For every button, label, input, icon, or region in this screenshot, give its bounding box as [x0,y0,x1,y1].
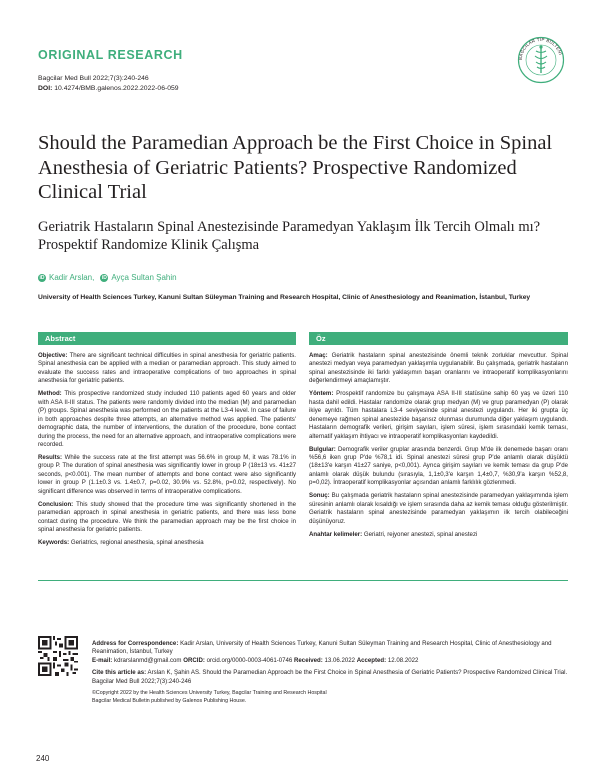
author-list [38,273,177,282]
orcid-link[interactable]: orcid.org/0000-0003-4061-0746 [206,656,293,664]
oz-amac: Amaç: Geriatrik hastaların spinal anestezisinde önemli teknik zorluklar mevcuttur. Spinal anestezi medyan veya paramedyan yaklaşımla uygulanabilir. Bu çalışmada, geriatrik hastaların spinal anestezisinde iki farklı yaklaşımın başarı oranlarını ve intraoperatif komplikasyonlarını değerlendirmeyi amaçlamıştır. [309,352,568,385]
journal-logo-icon [517,36,565,84]
correspondence-address: Address for Correspondence: Kadir Arslan, University of Health Sciences Turkey, Kanuni Sultan Süleyman Training and Research Hospital, Clinic of Anesthesiology and Reanimation, İstanbul, Turkey E-mail: kdrarslanmd@gmail.com ORCID: orcid.org/0000-0003-4061-0746 Received: 13.06.2022 Accepted: 12.08.2022 [92,640,552,664]
abstract-objective: Objective: There are significant technical difficulties in spinal anesthesia for geriatric patients. Spinal anesthesia can be applied with a median or paramedian approach. This study aimed to evaluate the success rates and intraoperative complications of two approaches in spinal anesthesia for geriatric patients. [38,352,296,385]
section-divider [38,580,568,581]
citation-line: Bagcilar Med Bull 2022;7(3):240-246 [38,75,149,82]
doi-label: DOI: [38,85,53,92]
orcid-icon[interactable]: iD [101,274,107,281]
author-name: Ayça Sultan Şahin [111,273,177,282]
oz-sonuc: Sonuç: Bu çalışmada geriatrik hastaların spinal anestezisinde paramedyan yaklaşımında işlem süresinin anlamlı olarak kısaldığı ve işlem sırasında daha az kemik teması olduğu gösterilmiştir. Geriatrik hastaların spinal anestezisinde paramedyan yaklaşımın ilk tercih olabileceğini düşünüyoruz. [309,492,568,525]
doi-value: 10.4274/BMB.galenos.2022.2022-06-059 [54,85,179,92]
abstract-body [38,352,296,552]
abstract-method: Method: This prospective randomized study included 110 patients aged 60 years and older with ASA II-III status. The patients were randomly divided into the median (M) and paramedian (P) groups. Spinal anesthesia was performed on the patients at the L3-4 level. In case of failure in both approaches despite three attempts, an alternative method was applied. The patients' demographic data, the number of interventions, the duration of the procedure, bone contact during the process, the need for an alternative approach, and intraoperative complications were recorded. [38,390,296,449]
article-title: Should the Paramedian Approach be the First Choice in Spinal Anesthesia of Geriatric Patients? Prospective Randomized Clinical Trial [38,132,553,203]
oz-body [309,352,568,544]
article-title-turkish: Geriatrik Hastaların Spinal Anestezisinde Paramedyan Yaklaşım İlk Tercih Olmalı mı? Prospektif Randomize Klinik Çalışma [38,219,541,253]
author-name: Kadir Arslan, [49,273,95,282]
copyright-note: ©Copyright 2022 by the Health Sciences University Turkey, Bagcilar Training and Research Hospital Bagcilar Medical Bulletin published by Galenos Publishing House. [92,690,327,704]
abstract-conclusion: Conclusion: This study showed that the procedure time was significantly shortened in the paramedian approach in spinal anesthesia in geriatric patients, and there was less bone contact during the procedure. We think the paramedian approach may be the first choice in spinal anesthesia for geriatric patients. [38,500,296,534]
oz-keywords: Anahtar kelimeler: Geriatri, rejyoner anestezi, spinal anestezi [309,530,478,538]
logo-text: BAĞCILAR TIP BÜLTENİ [517,36,564,61]
abstract-results: Results: While the success rate at the first attempt was 56.6% in group M, it was 78.1% in group P. The duration of spinal anesthesia was significantly lower in group P (18±13 vs. 41±27 seconds, p<0.001). The mean number of attempts and bone contact were also significantly lower in group P (1.1±0.3 vs. 1.4±0.7, p=0.02, 30.9% vs. 52.8%, p=0.02, respectively). No significant difference was observed in terms of intraoperative complications. [38,453,296,495]
oz-yontem: Yöntem: Prospektif randomize bu çalışmaya ASA II-III statüsüne sahip 60 yaş ve üzeri 110 hasta dahil edildi. Hastalar randomize olarak grup medyan (M) ve grup paramedyan (P) olarak ikiye ayrıldı. Tüm hastalara L3-4 seviyesinde spinal anestezi uygulandı. Her iki grupta üç denemeye rağmen spinal anestezide başarısız olunması durumunda diğer yaklaşım uygulandı. Hastaların demografik verileri, girişim sayıları, işlem süresi, işlem sırasındaki kemik teması, alternatif yaklaşım ihtiyacı ve intraoperatif komplikasyonları kaydedildi. [309,390,568,440]
section-label: ORIGINAL RESEARCH [38,48,183,62]
cite-as: Cite this article as: Arslan K, Şahin AS. Should the Paramedian Approach be the First Choice in Spinal Anesthesia of Geriatric Patients? Prospective Randomized Clinical Trial. Bagcilar Med Bull 2022;7(3):240-246 [92,669,568,685]
oz-bulgular: Bulgular: Demografik veriler gruplar arasında benzerdi. Grup M'de ilk denemede başarı oranı %56,6 iken grup P'de %78,1 idi. Spinal anestezi süresi grup P'de anlamlı olarak düşüktü (18±13'e karşın 41±27 saniye, p<0,001). Ayrıca girişim sayıları ve kemik teması da grup P'de anlamlı olarak düşük bulundu (sırasıyla, 1,1±0,3'e karşın 1,4±0,7, %30,9'a karşın %52,8, p=0,02). İntraoperatif komplikasyonlar açısından anlamlı farklılık gözlenmedi. [309,445,569,487]
qr-code-icon [38,636,78,676]
page-number: 240 [36,754,50,763]
abstract-heading: Abstract [38,332,296,345]
orcid-icon[interactable]: iD [39,274,45,281]
abstract-keywords: Keywords: Geriatrics, regional anesthesia, spinal anesthesia [38,539,204,547]
doi-line [38,85,179,92]
oz-heading: Öz [309,332,568,345]
email-link[interactable]: kdrarslanmd@gmail.com [114,656,182,664]
author-affiliation: University of Health Sciences Turkey, Kanuni Sultan Süleyman Training and Research Hospital, Clinic of Anesthesiology and Reanimation, İstanbul, Turkey [38,294,531,301]
correspondence-block [92,640,568,709]
